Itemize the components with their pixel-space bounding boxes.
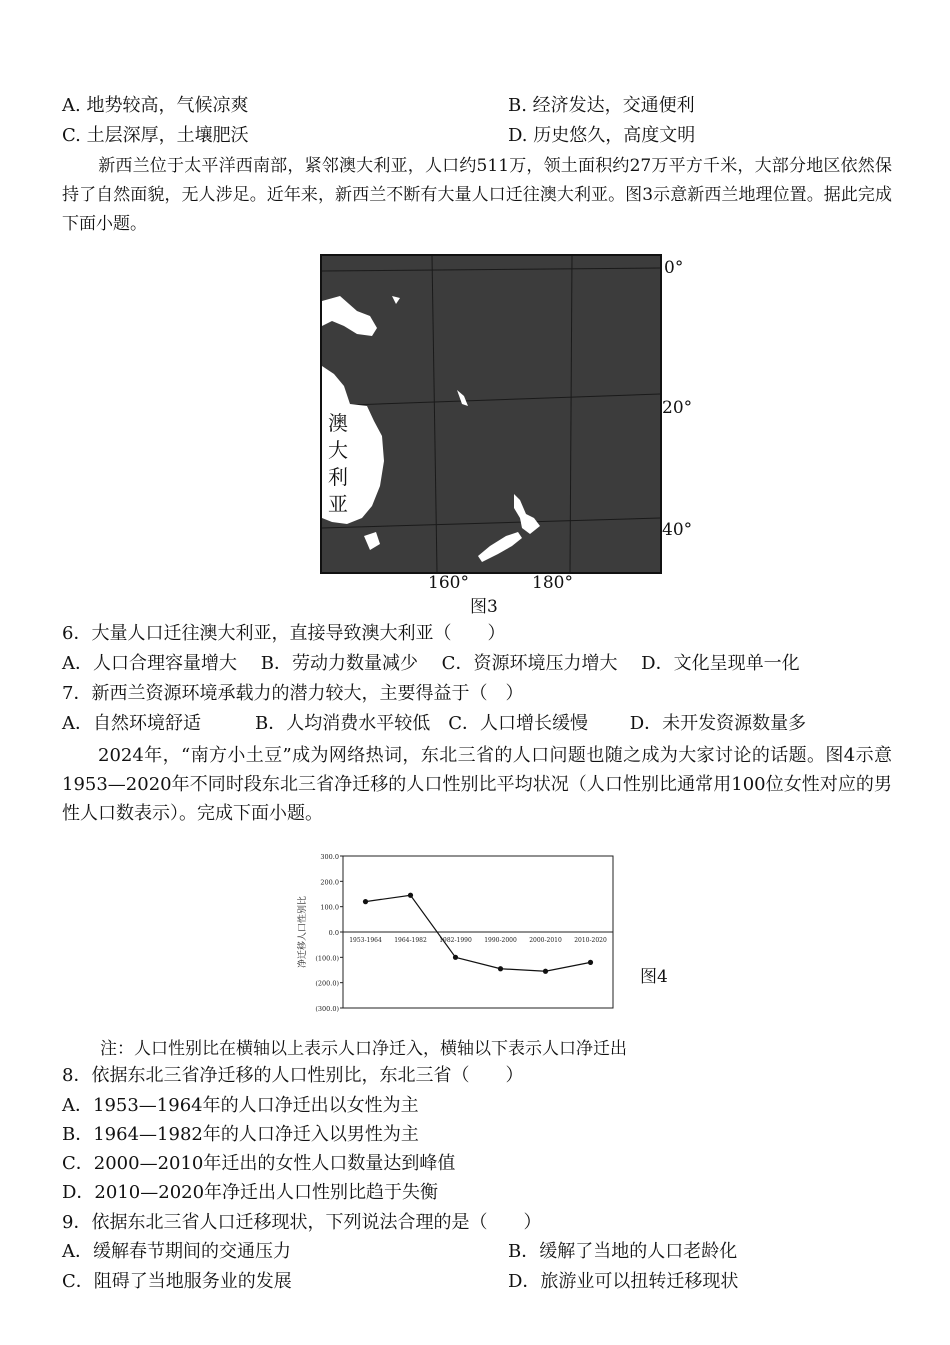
q9-stem: 9．依据东北三省人口迁移现状，下列说法合理的是（ ） bbox=[62, 1212, 542, 1233]
x-tick-label: 1982-1990 bbox=[439, 937, 472, 944]
figure-4-chart bbox=[295, 848, 625, 1018]
y-tick-label: (100.0) bbox=[315, 954, 339, 963]
q8-option-b: B．1964—1982年的人口净迁入以男性为主 bbox=[62, 1124, 419, 1145]
new-zealand-map bbox=[320, 254, 662, 574]
longitude-label-180: 180° bbox=[532, 573, 573, 593]
longitude-label-160: 160° bbox=[428, 573, 469, 593]
q9-option-d: D．旅游业可以扭转迁移现状 bbox=[508, 1271, 739, 1292]
latitude-label-0: 0° bbox=[664, 258, 684, 278]
x-tick-label: 2000-2010 bbox=[529, 937, 562, 944]
y-tick-label: (300.0) bbox=[315, 1005, 339, 1013]
ne-intro-text: 2024年，“南方小土豆”成为网络热词，东北三省的人口问题也随之成为大家讨论的话题。图4示意1953—2020年不同时段东北三省净迁移的人口性别比平均状况（人口性别比通常用100位女性对应的男性人口数表示）。完成下面小题。 bbox=[62, 745, 892, 824]
x-tick-label: 1990-2000 bbox=[484, 937, 517, 944]
y-tick-label: (200.0) bbox=[315, 979, 339, 988]
y-axis-label: 净迁移人口性别比 bbox=[298, 895, 308, 969]
australia-label-char: 大 bbox=[328, 438, 348, 462]
q8-option-a: A．1953—1964年的人口净迁出以女性为主 bbox=[62, 1095, 419, 1116]
q8-option-d: D．2010—2020年净迁出人口性别比趋于失衡 bbox=[62, 1182, 439, 1203]
q7-options: A．自然环境舒适 B．人均消费水平较低 C．人口增长缓慢 D．未开发资源数量多 bbox=[62, 713, 807, 734]
x-tick-label: 1964-1982 bbox=[394, 937, 427, 944]
nz-intro-paragraph bbox=[62, 152, 892, 239]
chart-note: 注：人口性别比在横轴以上表示人口净迁入，横轴以下表示人口净迁出 bbox=[100, 1039, 627, 1059]
q5-option-b: B. 经济发达，交通便利 bbox=[508, 95, 695, 116]
q9-option-a: A．缓解春节期间的交通压力 bbox=[62, 1241, 291, 1262]
y-tick-label: 300.0 bbox=[320, 853, 339, 861]
data-point bbox=[453, 955, 458, 960]
q6-options: A．人口合理容量增大 B．劳动力数量减少 C．资源环境压力增大 D．文化呈现单一化 bbox=[62, 653, 800, 674]
x-tick-label: 2010-2020 bbox=[574, 937, 607, 944]
map-graphic bbox=[322, 256, 660, 572]
q6-stem: 6．大量人口迁往澳大利亚，直接导致澳大利亚（ ） bbox=[62, 623, 506, 644]
y-tick-label: 0.0 bbox=[328, 929, 339, 937]
q8-stem: 8．依据东北三省净迁移的人口性别比，东北三省（ ） bbox=[62, 1065, 524, 1086]
latitude-label-40: 40° bbox=[662, 520, 693, 540]
y-tick-label: 200.0 bbox=[320, 878, 339, 887]
australia-label-char: 利 bbox=[328, 465, 348, 489]
ne-intro-paragraph bbox=[62, 741, 892, 828]
q5-option-d: D. 历史悠久，高度文明 bbox=[508, 125, 696, 146]
data-point bbox=[543, 969, 548, 974]
sex-ratio-line-chart bbox=[295, 848, 625, 1018]
q8-option-c: C．2000—2010年迁出的女性人口数量达到峰值 bbox=[62, 1153, 456, 1174]
figure-4-caption: 图4 bbox=[640, 967, 668, 987]
q9-option-b: B．缓解了当地的人口老龄化 bbox=[508, 1241, 738, 1262]
data-point bbox=[408, 893, 413, 898]
data-point bbox=[588, 960, 593, 965]
q5-option-a: A. 地势较高，气候凉爽 bbox=[62, 95, 249, 116]
data-point bbox=[363, 899, 368, 904]
nz-intro-text: 新西兰位于太平洋西南部，紧邻澳大利亚，人口约511万，领土面积约27万平方千米，大部分地区依然保持了自然面貌，无人涉足。近年来，新西兰不断有大量人口迁往澳大利亚。图3示意新西兰地理位置。据此完成下面小题。 bbox=[62, 156, 892, 234]
q7-stem: 7．新西兰资源环境承载力的潜力较大，主要得益于（ ） bbox=[62, 683, 524, 704]
australia-label-char: 亚 bbox=[328, 492, 348, 516]
q5-option-c: C. 土层深厚，土壤肥沃 bbox=[62, 125, 249, 146]
australia-label bbox=[328, 410, 348, 518]
q9-option-c: C．阻碍了当地服务业的发展 bbox=[62, 1271, 292, 1292]
figure-3-caption: 图3 bbox=[470, 597, 498, 617]
x-tick-label: 1953-1964 bbox=[349, 937, 382, 944]
latitude-label-20: 20° bbox=[662, 398, 693, 418]
series-line bbox=[366, 895, 591, 971]
data-point bbox=[498, 966, 503, 971]
y-tick-label: 100.0 bbox=[320, 903, 339, 912]
australia-label-char: 澳 bbox=[328, 411, 348, 435]
